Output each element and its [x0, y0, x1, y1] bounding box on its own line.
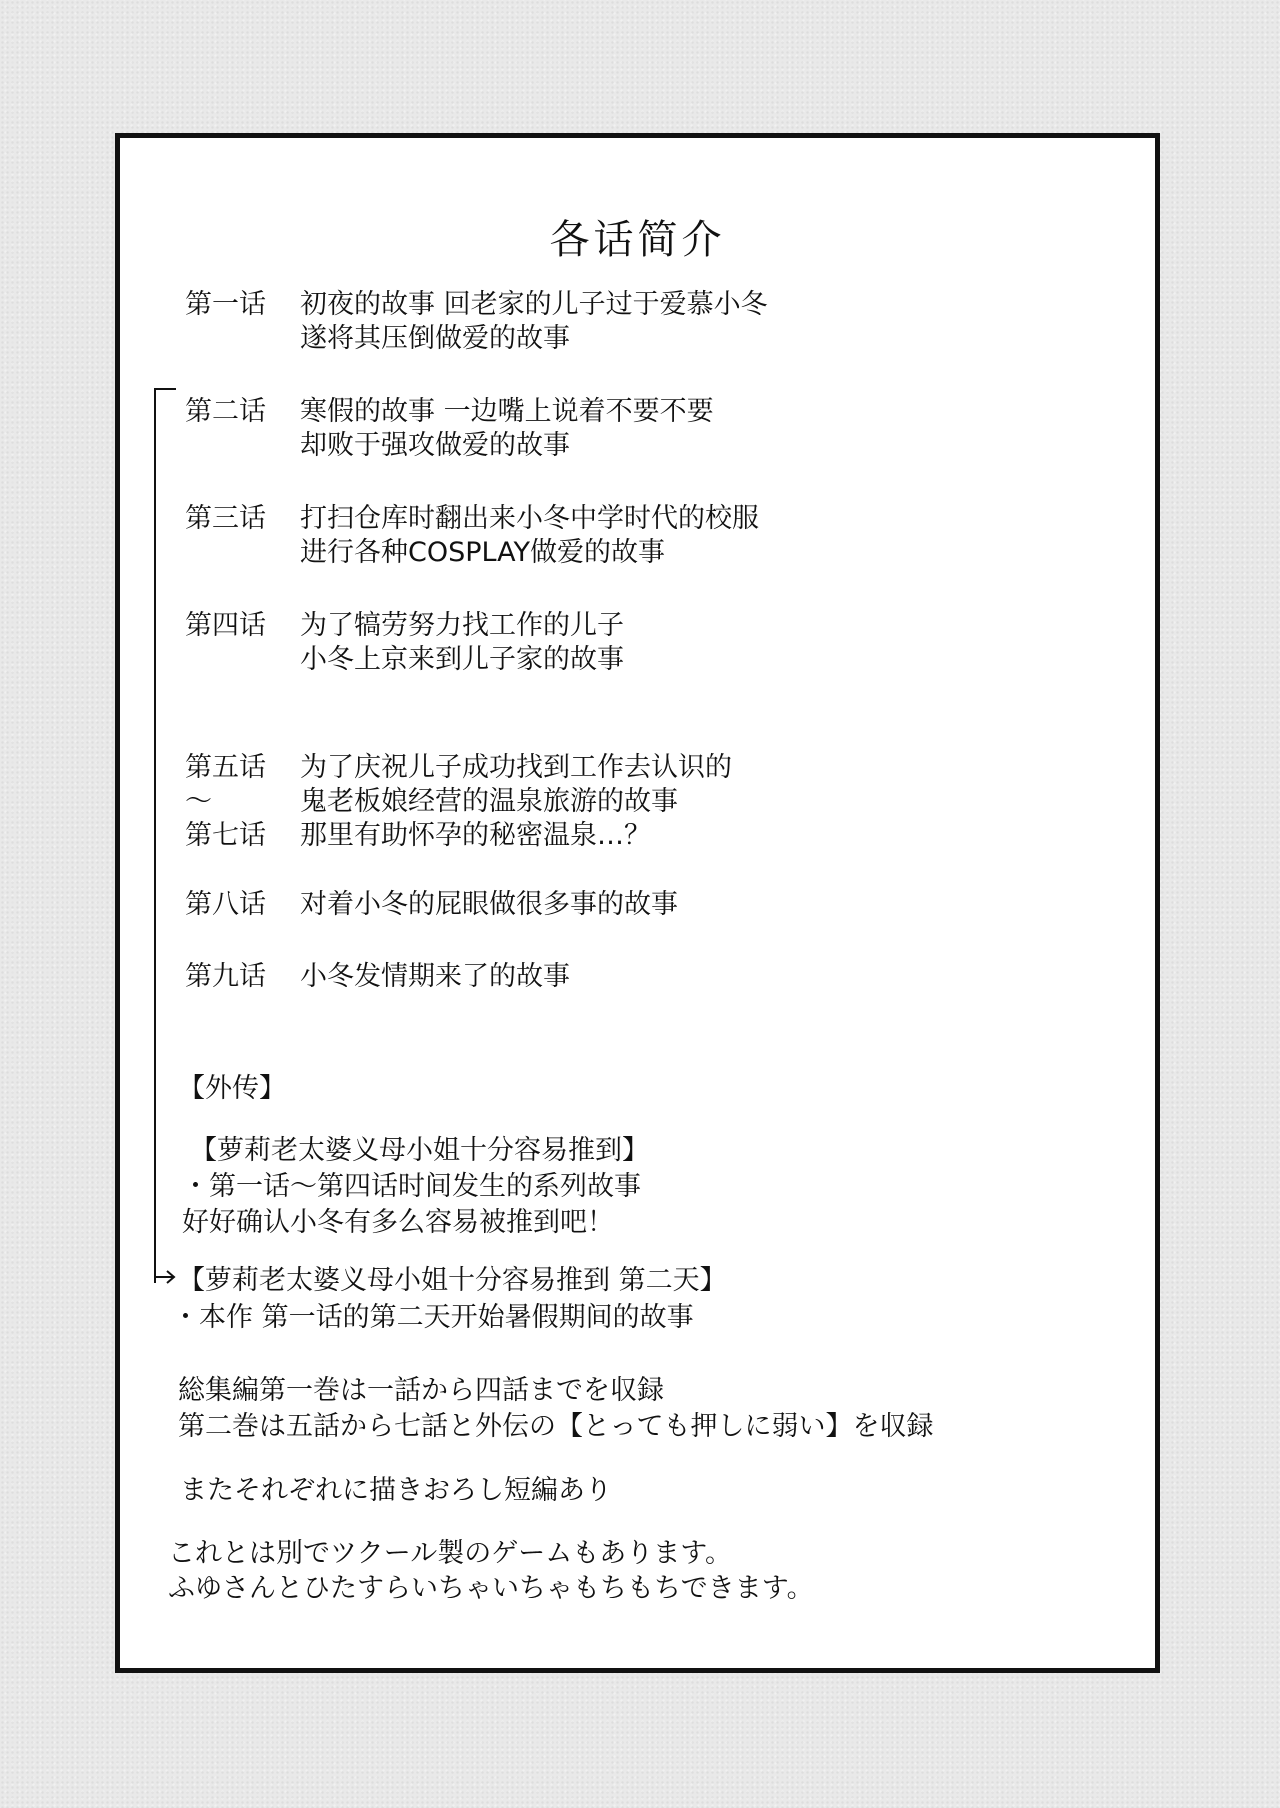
gaiden-heading: 【外传】: [178, 1073, 286, 1104]
note-line: 総集編第一巻は一話から四話までを収録: [178, 1375, 664, 1406]
episode-line: 初夜的故事 回老家的儿子过于爱慕小冬: [300, 289, 768, 320]
note-line: ふゆさんとひたすらいちゃいちゃもちもちできます。: [168, 1573, 814, 1604]
episode-5-7: [120, 751, 1155, 855]
gaiden-story-2-line: ・本作 第一话的第二天开始暑假期间的故事: [172, 1302, 694, 1333]
episode-label: 第五话: [185, 752, 266, 783]
episode-label: 第八话: [185, 889, 266, 920]
episode-label: 第三话: [185, 503, 266, 534]
episode-3: [120, 502, 1155, 572]
note-line: またそれぞれに描きおろし短編あり: [180, 1475, 612, 1506]
gaiden-story-1-line: 好好确认小冬有多么容易被推到吧！: [182, 1207, 614, 1238]
episode-label-end: 第七话: [185, 820, 266, 851]
episode-line: 打扫仓库时翻出来小冬中学时代的校服: [300, 503, 759, 534]
episode-line: 小冬上京来到儿子家的故事: [300, 644, 624, 675]
episode-line: 寒假的故事 一边嘴上说着不要不要: [300, 396, 714, 427]
episode-label: 第四话: [185, 610, 266, 641]
note-line: 第二巻は五話から七話と外伝の【とっても押しに弱い】を収録: [178, 1411, 934, 1442]
episode-line: 却败于强攻做爱的故事: [300, 430, 570, 461]
gaiden-story-1-title: 【萝莉老太婆义母小姐十分容易推到】: [190, 1135, 649, 1166]
note-line: これとは別でツクール製のゲームもあります。: [168, 1538, 733, 1569]
episode-line: 为了犒劳努力找工作的儿子: [300, 610, 624, 641]
episode-4: [120, 609, 1155, 679]
page-title: 各话简介: [549, 217, 726, 263]
arrow-right-icon: [154, 1270, 176, 1284]
episode-2: [120, 395, 1155, 465]
page-frame: [115, 133, 1160, 1673]
episode-line: 为了庆祝儿子成功找到工作去认识的: [300, 752, 732, 783]
episode-line: 对着小冬的屁眼做很多事的故事: [300, 889, 678, 920]
episode-label-tilde: ～: [185, 786, 212, 817]
episode-1: [120, 288, 1155, 358]
episode-line: 小冬发情期来了的故事: [300, 961, 570, 992]
episode-8: [120, 888, 1155, 924]
gaiden-story-1-line: ・第一话～第四话时间发生的系列故事: [182, 1171, 641, 1202]
episode-label: 第九话: [185, 961, 266, 992]
episode-label: 第一话: [185, 289, 266, 320]
episode-line: 遂将其压倒做爱的故事: [300, 323, 570, 354]
episode-9: [120, 960, 1155, 996]
gaiden-story-2-title: 【萝莉老太婆义母小姐十分容易推到 第二天】: [178, 1265, 727, 1296]
episode-line: 进行各种COSPLAY做爱的故事: [300, 537, 666, 568]
episode-line: 鬼老板娘经营的温泉旅游的故事: [300, 786, 678, 817]
episode-label: 第二话: [185, 396, 266, 427]
episode-line: 那里有助怀孕的秘密温泉…？: [300, 820, 651, 851]
